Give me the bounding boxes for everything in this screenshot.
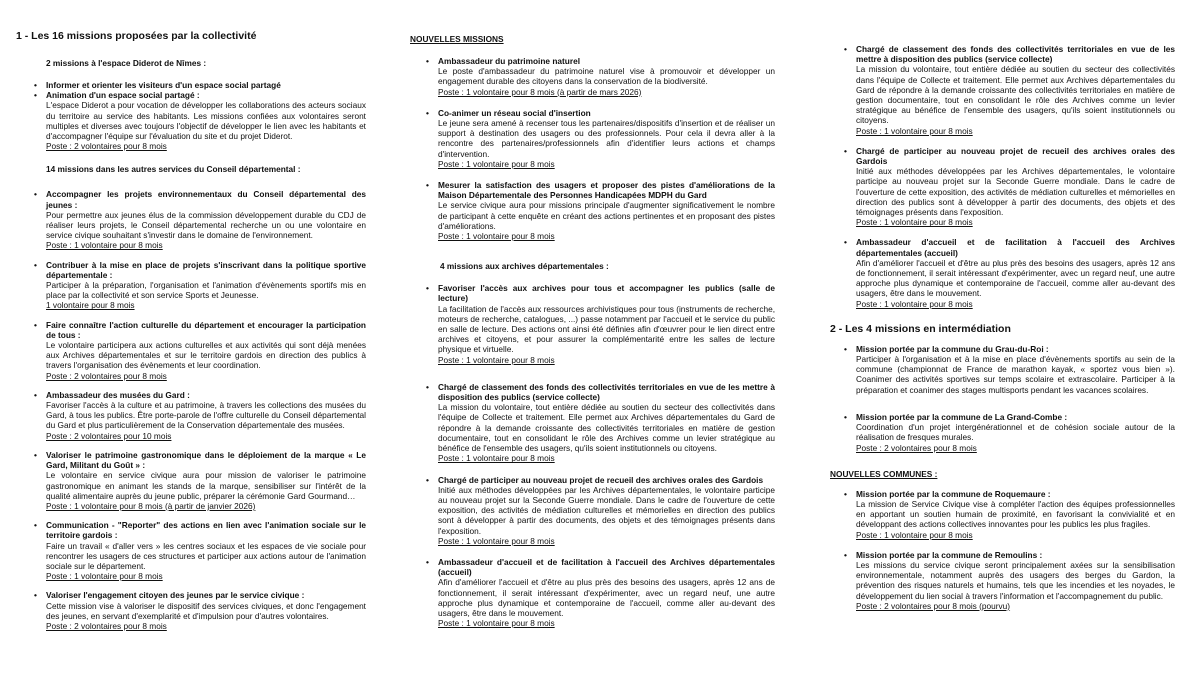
bullet-icon: •	[844, 488, 847, 499]
mission-item	[32, 520, 366, 581]
bullet-icon: •	[844, 237, 847, 248]
mission-title: Valoriser le patrimoine gastronomique dans le déploiement de la marque « Le Gard, Militant du Goût » :	[46, 449, 366, 471]
services-list	[32, 189, 366, 631]
mission-posts: Poste : 2 volontaires pour 8 mois	[46, 370, 167, 381]
mission-title: Mission portée par la commune du Grau-du-Roi :	[856, 343, 1049, 354]
bullet-icon: •	[34, 449, 37, 460]
bullet-icon: •	[426, 381, 429, 392]
bullet-icon: •	[426, 283, 429, 294]
mission-description: Coordination d'un projet intergénérationnel et de cohésion sociale autour de la réalisation de fresques murales.	[856, 422, 1175, 443]
mission-description: Le volontaire en service civique aura pour mission de valoriser le patrimoine gastronomique en animant les stands de la marque, sensibiliser sur l'intérêt de la qualité alimentaire auprès du jeune public, préparer la cérémonie Gard Gourmand…	[46, 470, 366, 501]
mission-title: Ambassadeur des musées du Gard :	[46, 389, 190, 400]
mission-description: Favoriser l'accès à la culture et au patrimoine, à travers les collections des musées du Gard, à tous les publics. Être porte-parole de l'offre culturelle du Conseil départemental du Gard et plus particulièrement de la Conservation départementale des musées.	[46, 400, 366, 431]
mission-description: Initié aux méthodes développées par les Archives départementales, le volontaire participe au nouveau projet sur la Seconde Guerre mondiale. Dans le cadre de l'ouverture de cette exposition, des activités de médiation culturelles et mémorielles en direction des publics sont à développer à partir des documents, des objets et des témoignages présents dans l'exposition.	[856, 166, 1175, 218]
diderot-list	[32, 80, 366, 151]
bullet-icon: •	[34, 319, 37, 330]
mission-title: Communication - "Reporter" des actions en lien avec l'animation sociale sur le territoire gardois :	[46, 520, 366, 541]
mission-item	[32, 260, 366, 311]
bullet-icon: •	[844, 44, 847, 54]
new-communes-heading: NOUVELLES COMMUNES :	[830, 468, 938, 479]
mission-description: Afin d'améliorer l'accueil et d'être au plus près des besoins des usagers, après 12 ans de fonctionnement, il serait intéressant d'expérimenter, avec un regard neuf, une autre approche plus dynamique et contemporaine de l'accueil, comme aller au-devant des usagers, être dans le mouvement.	[438, 577, 775, 618]
mission-title: Chargé de participer au nouveau projet de recueil des archives orales des Gardois	[856, 145, 1175, 167]
mission-item	[32, 320, 366, 381]
mission-description: La mission de Service Civique vise à compléter l'action des équipes professionnelles en apportant un soutien humain de proximité, en favorisant la convivialité et en développant des actions collectives innovantes pour les publics les plus fragiles.	[856, 498, 1175, 530]
mission-title: Chargé de participer au nouveau projet de recueil des archives orales des Gardois	[438, 474, 764, 485]
mission-item	[32, 450, 366, 511]
mission-title: Mesurer la satisfaction des usagers et proposer des pistes d'améliorations de la Maison Départementale des Personnes Handicapées MDPH du Gard	[438, 180, 775, 201]
mission-posts: Poste : 1 volontaire pour 8 mois (à partir de janvier 2026)	[46, 500, 256, 511]
archives-list-continued	[842, 44, 1175, 309]
bullet-icon: •	[34, 80, 37, 90]
mission-title: Mission portée par la commune de La Grand-Combe :	[856, 411, 1068, 422]
mission-description: Le volontaire participera aux actions culturelles et aux activités qui sont déjà menées aux Archives départementales et sur le territoire gardois en direction des publics à travers l'organisation des évènements et leur coordination.	[46, 340, 366, 371]
mission-title: Valoriser l'engagement citoyen des jeunes par le service civique :	[46, 590, 305, 601]
mission-item	[424, 475, 775, 546]
mission-description: La mission du volontaire, tout entière dédiée au soutien du secteur des collectivités dans l'équipe de Collecte et traitement. Elle permet aux Archives départementales du Gard de répondre à la demande croissante des collectivités territoriales en matière de gestion documentaire, tout en consolidant le rôle des Archives comme un levier stratégique au bénéfice de l'ensemble des usagers, qu'ils soient institutionnels ou citoyens.	[856, 64, 1175, 126]
bullet-icon: •	[34, 520, 37, 531]
mission-item	[842, 44, 1175, 136]
mission-posts: Poste : 1 volontaire pour 8 mois	[46, 571, 163, 582]
mission-description: Participer à l'organisation et à la mise en place d'évènements sportifs au sein de la commune (championnat de France de marathon kayak, « sportez vous bien »). Coanimer des activités sportives sur temps scolaire et extrascolaire. Participer à la préparation et coanimer des stages multisports pendant les vacances scolaires.	[856, 354, 1175, 395]
mission-item	[32, 80, 366, 90]
bullet-icon: •	[426, 556, 429, 567]
bullet-icon: •	[426, 474, 429, 485]
bullet-icon: •	[34, 259, 37, 270]
mission-title: Favoriser l'accès aux archives pour tous et accompagner les publics (salle de lecture)	[438, 283, 775, 304]
mission-title: Chargé de classement des fonds des collectivités territoriales en vue de les mettre à disposition des publics (service collecte)	[438, 381, 775, 403]
bullet-icon: •	[426, 107, 429, 118]
mission-posts: Poste : 1 volontaire pour 8 mois	[438, 231, 555, 242]
mission-item	[842, 344, 1175, 395]
bullet-icon: •	[34, 189, 37, 200]
mission-item	[842, 550, 1175, 611]
mission-posts: Poste : 1 volontaire pour 8 mois (à partir de mars 2026)	[438, 86, 642, 97]
mission-posts: Poste : 1 volontaire pour 8 mois	[46, 240, 163, 251]
mission-title: Chargé de classement des fonds des collectivités territoriales en vue de les mettre à disposition des publics (service collecte)	[856, 44, 1175, 65]
mission-title: Mission portée par la commune de Remoulins :	[856, 549, 1043, 560]
mission-posts: Poste : 1 volontaire pour 8 mois	[438, 158, 555, 169]
bullet-icon: •	[844, 549, 847, 560]
archives-heading: 4 missions aux archives départementales :	[440, 261, 609, 272]
mission-item	[424, 180, 775, 241]
mission-item	[842, 489, 1175, 540]
bullet-icon: •	[844, 411, 847, 422]
mission-description: Les missions du service civique seront principalement axées sur la sensibilisation environnementale, notamment auprès des usagers des berges du Gardon, la prévention des risques naturels et humains, tels que les incendies et les noyades, le développement du lien social à travers l'information et l'accompagnement du public.	[856, 559, 1175, 601]
column-right	[830, 0, 1175, 611]
mission-item	[32, 189, 366, 250]
archives-list	[424, 283, 775, 628]
mission-description: Initié aux méthodes développées par les Archives départementales, le volontaire participe au nouveau projet sur la Seconde Guerre mondiale. Dans le cadre de l'ouverture de cette exposition, des activités de médiation culturelles et mémorielles en direction des publics sont à développer à partir des documents, des objets et des témoignages présents dans l'exposition.	[438, 484, 775, 536]
mission-posts: 1 volontaire pour 8 mois	[46, 300, 135, 311]
mission-item	[842, 237, 1175, 308]
mission-item	[424, 382, 775, 464]
mission-title: Ambassadeur d'accueil et de facilitation à l'accueil des Archives départementales (accueil)	[856, 237, 1175, 258]
intermediation-title: 2 - Les 4 missions en intermédiation	[830, 322, 1011, 335]
mission-posts: Poste : 2 volontaires pour 8 mois	[46, 620, 167, 631]
bullet-icon: •	[426, 180, 429, 191]
mission-title: Ambassadeur d'accueil et de facilitation à l'accueil des Archives départementales (accueil)	[438, 556, 775, 578]
mission-posts: Poste : 2 volontaires pour 10 mois	[46, 430, 172, 441]
mission-description: Participer à la préparation, l'organisation et l'animation d'évènements sportifs mis en place par la collectivité et son service Sports et Jeunesse.	[46, 280, 366, 301]
mission-item	[424, 557, 775, 628]
mission-description: Afin d'améliorer l'accueil et d'être au plus près des besoins des usagers, après 12 ans de fonctionnement, il serait intéressant d'expérimenter, avec un regard neuf, une autre approche plus dynamique et contemporaine de l'accueil, comme aller au-devant des usagers, être dans le mouvement.	[856, 257, 1175, 299]
bullet-icon: •	[34, 90, 37, 101]
intermediation-list	[842, 344, 1175, 453]
mission-description: Le service civique aura pour missions principale d'augmenter significativement le nombre de participant à cette enquête en créant des actions pertinentes et en proposant des pistes d'améliorations.	[438, 200, 775, 231]
new-missions-heading: NOUVELLES MISSIONS	[410, 34, 504, 44]
mission-title: Co-animer un réseau social d'insertion	[438, 107, 591, 118]
bullet-icon: •	[426, 56, 429, 66]
mission-title: Contribuer à la mise en place de projets s'inscrivant dans la politique sportive départementale :	[46, 259, 366, 280]
mission-title: Informer et orienter les visiteurs d'un espace social partagé	[46, 80, 281, 90]
mission-posts: Poste : 1 volontaire pour 8 mois	[438, 453, 555, 464]
mission-description: Le poste d'ambassadeur du patrimoine naturel vise à promouvoir et développer un engagement durable des citoyens dans la conservation de la biodiversité.	[438, 66, 775, 87]
mission-description: Cette mission vise à valoriser le dispositif des services civiques, et donc l'engagement des jeunes, en servant d'exemplarité et d'impulsion pour d'autres volontaires.	[46, 600, 366, 621]
mission-item	[424, 56, 775, 97]
mission-item	[32, 90, 366, 151]
mission-title: Faire connaître l'action culturelle du département et encourager la participation de tous :	[46, 319, 366, 340]
mission-item	[842, 146, 1175, 228]
section-title-missions: 1 - Les 16 missions proposées par la collectivité	[16, 30, 257, 42]
mission-description: La facilitation de l'accès aux ressources archivistiques pour tous (instruments de recherche, moteurs de recherche, catalogues, ...) passe notamment par l'accueil et le service du public en salle de lecture. Des actions ont ainsi été définies afin d'œuvrer pour le lien direct entre archives et citoyens, et pour assurer la complémentarité entre les salles de lecture physique et virtuelle.	[438, 303, 775, 355]
diderot-heading: 2 missions à l'espace Diderot de Nîmes :	[46, 58, 207, 68]
bullet-icon: •	[844, 145, 847, 156]
mission-description: L'espace Diderot a pour vocation de développer les collaborations des acteurs sociaux du territoire au service des habitants. Les missions confiées aux volontaires seront multiples et diverses avec toujours l'objectif de développer le lien avec les habitants et d'accompagner l'équipe sur l'évaluation du site et du projet Diderot.	[46, 100, 366, 142]
mission-posts: Poste : 2 volontaires pour 8 mois	[856, 442, 977, 453]
mission-title: Ambassadeur du patrimoine naturel	[438, 56, 580, 66]
mission-posts: Poste : 1 volontaire pour 8 mois	[856, 125, 973, 136]
mission-item	[424, 108, 775, 169]
mission-item	[424, 283, 775, 365]
mission-description: Le jeune sera amené à recenser tous les partenaires/dispositifs d'insertion et de réaliser un support à destination des usagers ou des professionnels. Pour cela il devra aller à la rencontre des partenaires/professionnels afin d'identifier leurs actions et champs d'intervention.	[438, 118, 775, 159]
mission-description: Pour permettre aux jeunes élus de la commission développement durable du CDJ de réaliser leurs projets, le Conseil départemental recherche un ou une volontaire en service civique souhaitant s'investir dans le domaine de l'environnement.	[46, 209, 366, 241]
mission-posts: Poste : 1 volontaire pour 8 mois	[438, 618, 555, 629]
bullet-icon: •	[844, 343, 847, 354]
mission-posts: Poste : 2 volontaires pour 8 mois	[46, 141, 167, 152]
mission-description: Faire un travail « d'aller vers » les centres sociaux et les espaces de vie sociale pour rencontrer les usagers de ces structures et participer aux actions autour de l'animation sociale sur le département.	[46, 540, 366, 571]
mission-description: La mission du volontaire, tout entière dédiée au soutien du secteur des collectivités dans l'équipe de Collecte et traitement. Elle permet aux Archives départementales du Gard de répondre à la demande croissante des collectivités territoriales en matière de gestion documentaire, tout en consolidant le rôle des Archives comme un levier stratégique au bénéfice de l'ensemble des usagers, qu'ils soient institutionnels ou citoyens.	[438, 402, 775, 454]
new-missions-list	[424, 56, 775, 241]
column-left	[16, 0, 366, 631]
mission-posts: Poste : 1 volontaire pour 8 mois	[438, 535, 555, 546]
services-heading: 14 missions dans les autres services du Conseil départemental :	[46, 164, 301, 175]
mission-posts: Poste : 1 volontaire pour 8 mois	[438, 354, 555, 365]
new-communes-list	[842, 489, 1175, 611]
mission-title: Mission portée par la commune de Roquemaure :	[856, 488, 1051, 499]
mission-posts: Poste : 1 volontaire pour 8 mois	[856, 529, 973, 540]
bullet-icon: •	[34, 590, 37, 601]
mission-item	[32, 590, 366, 631]
mission-posts: Poste : 2 volontaires pour 8 mois (pourvu)	[856, 600, 1011, 611]
mission-item	[842, 412, 1175, 453]
bullet-icon: •	[34, 389, 37, 400]
mission-posts: Poste : 1 volontaire pour 8 mois	[856, 217, 973, 228]
mission-item	[32, 390, 366, 441]
mission-title: Accompagner les projets environnementaux du Conseil départemental des jeunes :	[46, 189, 366, 210]
mission-posts: Poste : 1 volontaire pour 8 mois	[856, 298, 973, 309]
column-middle	[410, 0, 775, 628]
mission-title: Animation d'un espace social partagé :	[46, 90, 200, 101]
